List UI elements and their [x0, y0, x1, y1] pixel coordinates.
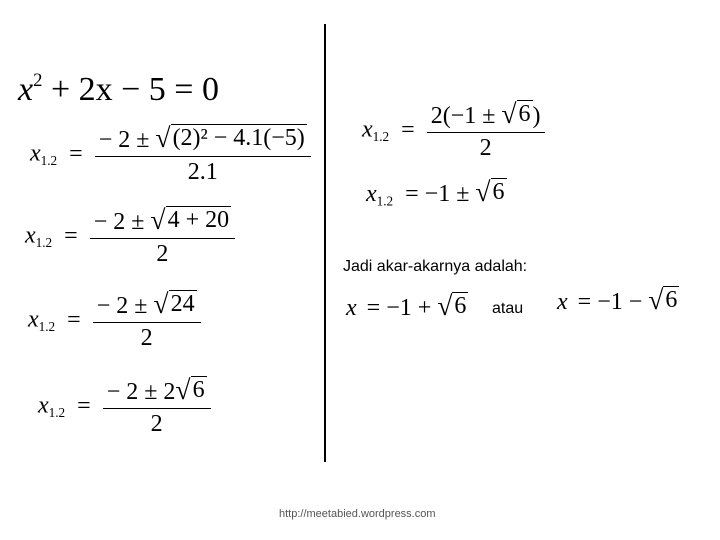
quadratic-formula-step-2: $x_{1.2}$ = − 2 ± √ 4 + 20 2	[25, 206, 235, 268]
fraction: − 2 ± √ 4 + 20 2	[90, 206, 235, 268]
exponent: 2	[33, 70, 43, 91]
square-root: √ (2)² − 4.1(−5)	[155, 122, 305, 153]
vertical-divider	[324, 24, 326, 462]
fraction: − 2 ± √ 24 2	[93, 290, 201, 352]
conclusion-text: Jadi akar-akarnya adalah:	[343, 258, 528, 275]
footer-url: http://meetabied.wordpress.com	[279, 508, 436, 520]
quadratic-equation	[18, 70, 219, 109]
fraction: − 2 ± 2 √ 6 2	[103, 376, 211, 438]
var-x: x	[18, 71, 34, 109]
quadratic-formula-step-3: $x_{1.2}$ = − 2 ± √ 24 2	[28, 290, 201, 352]
square-root: √ 6	[175, 374, 205, 405]
square-root: √ 6	[501, 98, 531, 129]
square-root: √ 24	[153, 288, 195, 319]
simplification-step-1: $x_{1.2}$ = 2(−1 ± √ 6 ) 2	[362, 100, 545, 162]
root-2: x = −1 − √ 6	[557, 284, 678, 315]
square-root: √ 4 + 20	[150, 204, 230, 235]
quadratic-formula-step-4: $x_{1.2}$ = − 2 ± 2 √ 6 2	[38, 376, 211, 438]
square-root: √ 6	[437, 290, 467, 321]
connector-atau: atau	[492, 300, 524, 317]
simplification-step-2: $x_{1.2} = -1$ ± √ 6	[366, 176, 505, 209]
fraction: − 2 ± √ (2)² − 4.1(−5) 2.1	[95, 124, 311, 186]
quadratic-formula-step-1: $x_{1.2}$ = − 2 ± √ (2)² − 4.1(−5) 2.1	[30, 124, 311, 186]
equation-rest: + 2x − 5 = 0	[42, 71, 219, 109]
square-root: √ 6	[648, 284, 678, 315]
square-root: √ 6	[475, 176, 505, 207]
fraction: 2(−1 ± √ 6 ) 2	[427, 100, 545, 162]
root-1: x = −1 + √ 6	[346, 290, 467, 321]
